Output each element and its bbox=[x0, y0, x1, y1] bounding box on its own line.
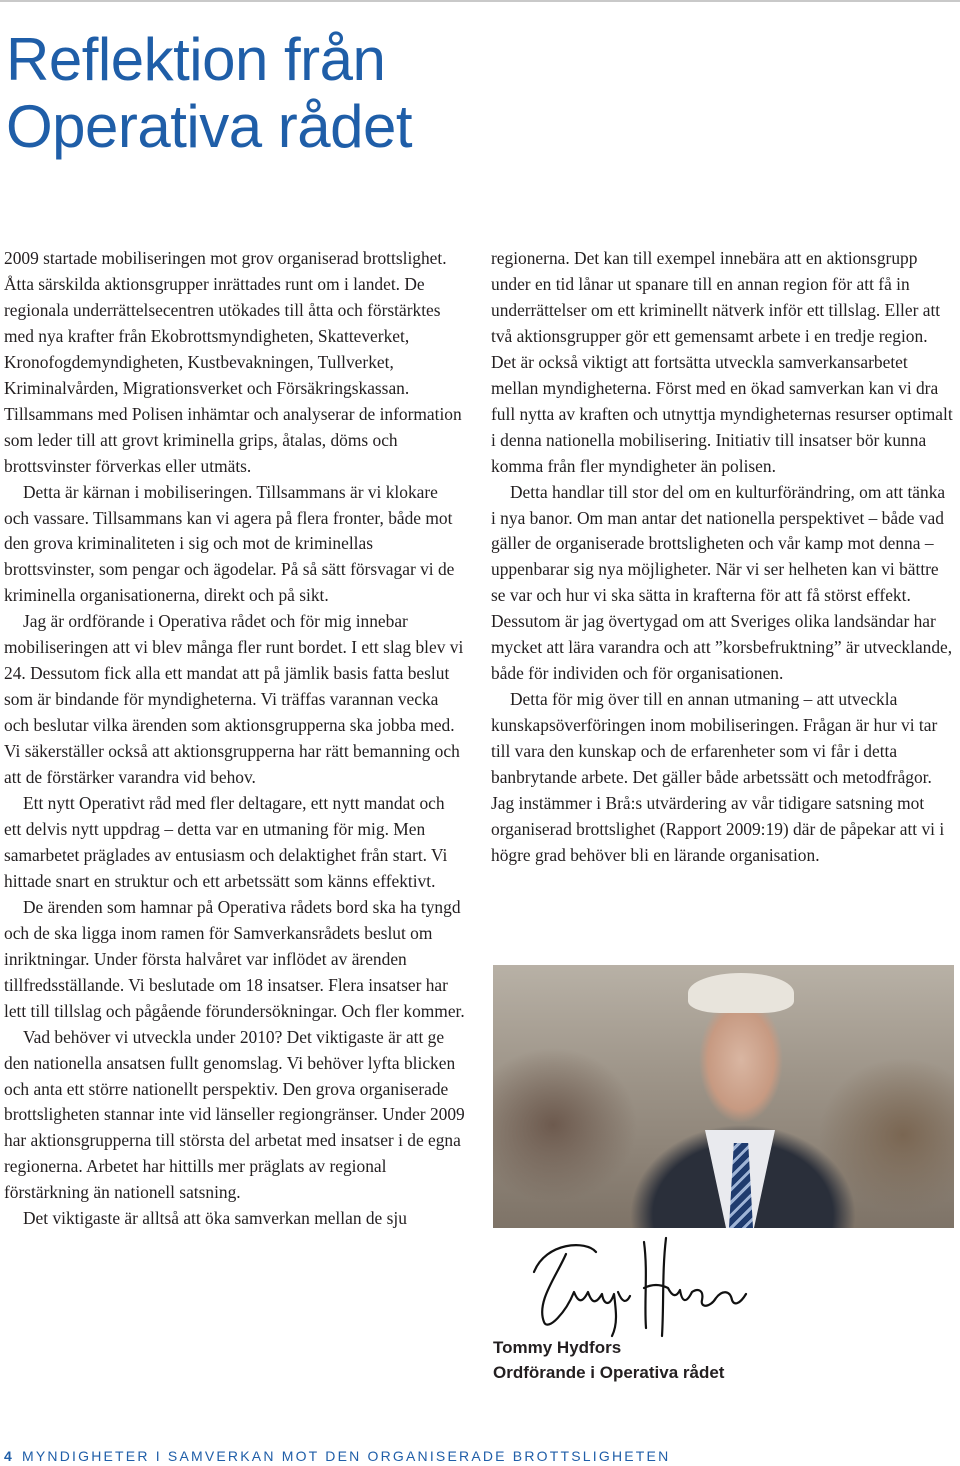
page-number: 4 bbox=[4, 1448, 14, 1464]
right-column bbox=[491, 246, 953, 869]
portrait-photo bbox=[493, 965, 954, 1228]
paragraph: De ärenden som hamnar på Operativa rådets bord ska ha tyngd och de ska ligga inom ramen för Samverkansrådets beslut om inriktningar. Under första halvåret var inflödet av ärenden tillfredsställande. Vi beslutade om 18 insatser. Flera insatser har lett till tillslag och pågående förundersökningar. Och fler kommer. bbox=[4, 896, 465, 1021]
portrait-hair bbox=[688, 973, 794, 1013]
paragraph: Vad behöver vi utveckla under 2010? Det viktigaste är att ge den nationella ansatsen fullt genomslag. Vi behöver lyfta blicken och anta ett större nationellt perspektiv. Den grova organiserade brottsligheten stannar inte vid länseller regiongränser. Under 2009 har aktionsgrupperna till största del arbetat med insatser i de egna regionerna. Arbetet har hittills mer präglats av regional förstärkning än nationell satsning. bbox=[4, 1026, 465, 1203]
page-title-line-1: Reflektion från bbox=[6, 26, 386, 93]
page-title-line-2: Operativa rådet bbox=[6, 93, 413, 160]
paragraph: Det viktigaste är alltså att öka samverkan mellan de sju bbox=[23, 1208, 407, 1229]
paragraph: Detta för mig över till en annan utmaning – att utveckla kunskapsöverföringen inom mobiliseringen. Frågan är hur vi tar till vara den kunskap och de erfarenheter som vi får i detta banbrytande arbete. Det gäller både arbetssätt och metodfrågor. Jag instämmer i Brå:s utvärdering av vår tidigare satsning mot organiserad brottslighet (Rapport 2009:19) där de påpekar att vi i högre grad behöver bli en lärande organisation. bbox=[491, 689, 945, 865]
paragraph: regionerna. Det kan till exempel innebära att en aktionsgrupp under en tid lånar ut spanare till en annan region för att få in underrättelser om ett kriminellt nätverk inför ett tillslag. Eller att två aktionsgrupper gör ett gemensamt arbete i en tredje region. Det är också viktigt att fortsätta utveckla samverkansarbetet mellan myndigheterna. Först med en ökad samverkan kan vi dra full nytta av kraften och utnyttja myndigheternas resurser optimalt i denna nationella mobilisering. Initiativ till insatser bör kunna komma från fler myndigheter än polisen. bbox=[491, 248, 953, 476]
left-column bbox=[4, 246, 466, 1232]
photo-caption bbox=[493, 1335, 724, 1385]
paragraph: Jag är ordförande i Operativa rådet och för mig innebar mobiliseringen att vi blev många fler runt bordet. I ett slag blev vi 24. Dessutom fick alla ett mandat att på jämlik basis fatta beslut som är bindande för myndigheterna. Vi träffas varannan vecka och beslutar vilka ärenden som aktionsgrupperna ska jobba med. Vi säkerställer också att aktionsgrupperna har rätt bemanning och att de förstärker varandra vid behov. bbox=[4, 611, 464, 788]
paragraph: Detta är kärnan i mobiliseringen. Tillsammans är vi klokare och vassare. Tillsammans kan vi agera på flera fronter, både mot den grova kriminaliteten i sig och mot de kriminellas brottsvinster, som pengar och ägodelar. På så sätt försvagar vi de kriminella organisationerna, direkt och på sikt. bbox=[4, 481, 455, 606]
top-rule bbox=[0, 0, 960, 2]
signature-image bbox=[526, 1232, 751, 1344]
paragraph: Ett nytt Operativt råd med fler deltagare, ett nytt mandat och ett delvis nytt uppdrag – detta var en utmaning för mig. Men samarbetet präglades av entusiasm och delaktighet från start. Vi hittade snart en struktur och ett arbetssätt som känns effektivt. bbox=[4, 793, 448, 891]
publication-title: MYNDIGHETER I SAMVERKAN MOT DEN ORGANISERADE BROTTSLIGHETEN bbox=[22, 1448, 671, 1464]
page-title bbox=[6, 26, 412, 160]
page-footer bbox=[4, 1447, 670, 1465]
caption-role: Ordförande i Operativa rådet bbox=[493, 1363, 725, 1382]
paragraph: 2009 startade mobiliseringen mot grov organiserad brottslighet. Åtta särskilda aktionsgrupper inrättades runt om i landet. De regionala underrättelsecentren utökades till åtta och förstärktes med nya krafter från Ekobrottsmyndigheten, Skatteverket, Kronofogdemyndigheten, Kustbevakningen, Tullverket, Kriminalvården, Migrationsverket och Försäkringskassan. Tillsammans med Polisen inhämtar och analyserar de information som leder till att grovt kriminella grips, åtalas, döms och brottsvinster förverkas eller utmäts. bbox=[4, 248, 462, 476]
caption-name: Tommy Hydfors bbox=[493, 1338, 622, 1357]
paragraph: Detta handlar till stor del om en kulturförändring, om att tänka i nya banor. Om man antar det nationella perspektivet – både vad gäller de organiserade brottsligheten och vår kamp mot denna – uppenbarar sig nya möjligheter. När vi ser helheten kan vi bättre se var och hur vi ska sätta in krafterna för att få störst effekt. Dessutom är jag övertygad om att Sveriges olika landsändar har mycket att lära varandra och att ”korsbefruktning” är utvecklande, både för individen och för organisationen. bbox=[491, 481, 953, 684]
